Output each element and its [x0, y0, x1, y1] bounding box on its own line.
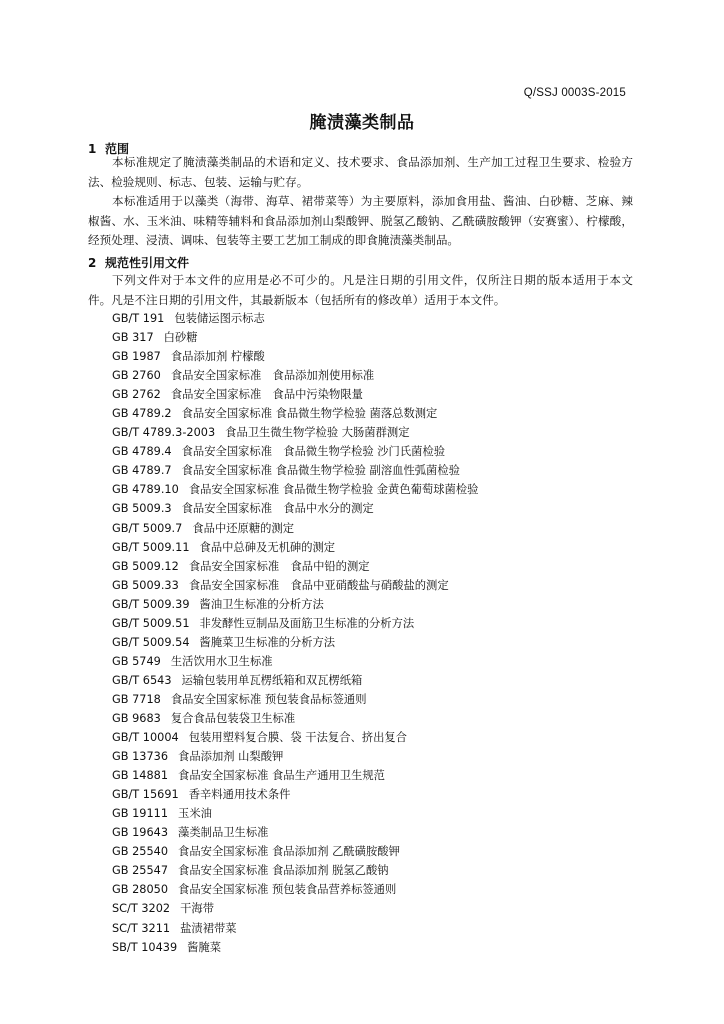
reference-item	[112, 595, 478, 614]
reference-code: GB 1987	[112, 350, 161, 364]
reference-item	[112, 423, 478, 442]
reference-code: GB 4789.7	[112, 464, 172, 478]
reference-code: GB 5009.33	[112, 578, 179, 592]
reference-code: GB 2760	[112, 369, 161, 383]
reference-item	[112, 557, 478, 576]
references-intro: 下列文件对于本文件的应用是必不可少的。凡是注日期的引用文件，仅所注日期的版本适用于本文件。凡是不注日期的引用文件，其最新版本（包括所有的修改单）适用于本文件。	[88, 273, 633, 307]
reference-item	[112, 633, 478, 652]
reference-code: GB/T 15691	[112, 788, 179, 802]
reference-item	[112, 728, 478, 747]
reference-title: 食品安全国家标准 食品中水分的测定	[181, 502, 374, 516]
reference-title: 生活饮用水卫生标准	[170, 654, 273, 668]
reference-code: GB 5009.12	[112, 559, 179, 573]
reference-code: GB/T 191	[112, 312, 165, 325]
reference-title: 食品安全国家标准 预包装食品标签通则	[170, 692, 367, 706]
reference-item	[112, 899, 478, 918]
reference-item	[112, 499, 478, 518]
reference-item	[112, 442, 478, 461]
reference-title: 包装用塑料复合膜、袋 干法复合、挤出复合	[188, 731, 407, 745]
reference-item	[112, 347, 478, 366]
section-number: 1	[88, 142, 97, 156]
section-number: 2	[88, 256, 97, 270]
reference-item	[112, 938, 478, 957]
reference-item	[112, 309, 478, 328]
reference-item	[112, 919, 478, 938]
reference-item	[112, 880, 478, 899]
reference-code: GB 25547	[112, 864, 169, 878]
section-title: 范围	[105, 142, 130, 156]
reference-code: GB 5749	[112, 654, 161, 668]
reference-code: GB 317	[112, 331, 154, 345]
reference-title: 食品安全国家标准 食品中亚硝酸盐与硝酸盐的测定	[188, 578, 449, 592]
reference-item	[112, 747, 478, 766]
reference-title: 食品卫生微生物学检验 大肠菌群测定	[225, 426, 410, 440]
scope-paragraph-2: 本标准适用于以藻类（海带、海草、裙带菜等）为主要原料，添加食用盐、酱油、白砂糖、芝麻、辣椒酱、水、玉米油、味精等辅料和食品添加剂山梨酸钾、脱氢乙酸钠、乙酰磺胺酸钾（安赛蜜）、柠檬酸，经预处理、浸渍、调味、包装等主要工艺加工制成的即食腌渍藻类制品。	[88, 194, 633, 247]
reference-title: 盐渍裙带菜	[180, 921, 237, 935]
reference-item	[112, 480, 478, 499]
reference-code: GB 4789.10	[112, 483, 179, 497]
reference-list	[112, 309, 478, 957]
reference-title: 食品安全国家标准 食品添加剂使用标准	[170, 369, 375, 383]
reference-item	[112, 671, 478, 690]
reference-title: 白砂糖	[163, 331, 198, 345]
reference-title: 食品安全国家标准 食品生产通用卫生规范	[178, 769, 385, 783]
reference-title: 复合食品包装袋卫生标准	[170, 711, 296, 725]
document-title: 腌渍藻类制品	[309, 113, 415, 133]
reference-item	[112, 461, 478, 480]
scope-paragraph-1: 本标准规定了腌渍藻类制品的术语和定义、技术要求、食品添加剂、生产加工过程卫生要求、检验方法、检验规则、标志、包装、运输与贮存。	[88, 155, 633, 189]
reference-title: 食品安全国家标准 食品中铅的测定	[188, 559, 370, 573]
reference-title: 干海带	[180, 902, 215, 916]
reference-item	[112, 385, 478, 404]
reference-title: 食品添加剂 柠檬酸	[170, 350, 265, 364]
reference-title: 食品添加剂 山梨酸钾	[178, 750, 284, 764]
reference-title: 食品安全国家标准 预包装食品营养标签通则	[178, 883, 397, 897]
reference-title: 食品安全国家标准 食品微生物学检验 菌落总数测定	[181, 407, 438, 421]
reference-item	[112, 538, 478, 557]
reference-title: 运输包装用单瓦楞纸箱和双瓦楞纸箱	[181, 673, 363, 687]
reference-item	[112, 804, 478, 823]
reference-title: 玉米油	[178, 807, 212, 821]
reference-title: 食品安全国家标准 食品中污染物限量	[170, 388, 363, 402]
reference-code: GB/T 5009.11	[112, 540, 190, 554]
reference-code: SB/T 10439	[112, 940, 178, 954]
reference-title: 食品中总砷及无机砷的测定	[199, 540, 336, 554]
reference-title: 包装储运图示标志	[174, 312, 265, 325]
reference-item	[112, 842, 478, 861]
reference-title: 食品安全国家标准 食品添加剂 脱氢乙酸钠	[178, 864, 389, 878]
reference-item	[112, 328, 478, 347]
reference-code: GB 19643	[112, 826, 169, 840]
reference-item	[112, 576, 478, 595]
reference-code: GB/T 5009.54	[112, 635, 190, 649]
reference-code: GB/T 5009.7	[112, 521, 183, 535]
reference-title: 酱腌菜卫生标准的分析方法	[199, 635, 336, 649]
reference-code: SC/T 3211	[112, 921, 171, 935]
reference-title: 酱油卫生标准的分析方法	[199, 597, 324, 611]
reference-code: GB/T 5009.39	[112, 597, 190, 611]
reference-item	[112, 766, 478, 785]
reference-code: GB/T 10004	[112, 731, 179, 745]
reference-title: 食品安全国家标准 食品微生物学检验 沙门氏菌检验	[181, 445, 446, 459]
section-2-heading	[88, 254, 189, 271]
reference-code: GB 13736	[112, 750, 169, 764]
reference-code: GB/T 4789.3-2003	[112, 426, 216, 440]
document-code: Q/SSJ 0003S-2015	[523, 87, 626, 99]
reference-title: 食品安全国家标准 食品微生物学检验 副溶血性弧菌检验	[181, 464, 460, 478]
reference-item	[112, 404, 478, 423]
reference-code: GB/T 5009.51	[112, 616, 190, 630]
reference-title: 藻类制品卫生标准	[178, 826, 269, 840]
reference-title: 非发酵性豆制品及面筋卫生标准的分析方法	[199, 616, 415, 630]
reference-code: GB 4789.2	[112, 407, 172, 421]
reference-title: 酱腌菜	[187, 940, 222, 954]
reference-item	[112, 709, 478, 728]
reference-code: GB 5009.3	[112, 502, 172, 516]
reference-title: 香辛料通用技术条件	[188, 788, 291, 802]
reference-code: GB 2762	[112, 388, 161, 402]
reference-code: GB 25540	[112, 845, 169, 859]
reference-code: GB/T 6543	[112, 673, 172, 687]
reference-title: 食品安全国家标准 食品添加剂 乙酰磺胺酸钾	[178, 845, 400, 859]
reference-code: GB 9683	[112, 711, 161, 725]
reference-title: 食品安全国家标准 食品微生物学检验 金黄色葡萄球菌检验	[188, 483, 479, 497]
reference-item	[112, 652, 478, 671]
reference-item	[112, 785, 478, 804]
reference-code: GB 19111	[112, 807, 169, 821]
reference-code: GB 14881	[112, 769, 169, 783]
reference-code: GB 7718	[112, 692, 161, 706]
reference-code: SC/T 3202	[112, 902, 171, 916]
reference-item	[112, 823, 478, 842]
reference-code: GB 28050	[112, 883, 169, 897]
reference-item	[112, 366, 478, 385]
reference-title: 食品中还原糖的测定	[192, 521, 295, 535]
reference-code: GB 4789.4	[112, 445, 172, 459]
reference-item	[112, 519, 478, 538]
reference-item	[112, 861, 478, 880]
section-title: 规范性引用文件	[105, 256, 190, 270]
reference-item	[112, 690, 478, 709]
reference-item	[112, 614, 478, 633]
